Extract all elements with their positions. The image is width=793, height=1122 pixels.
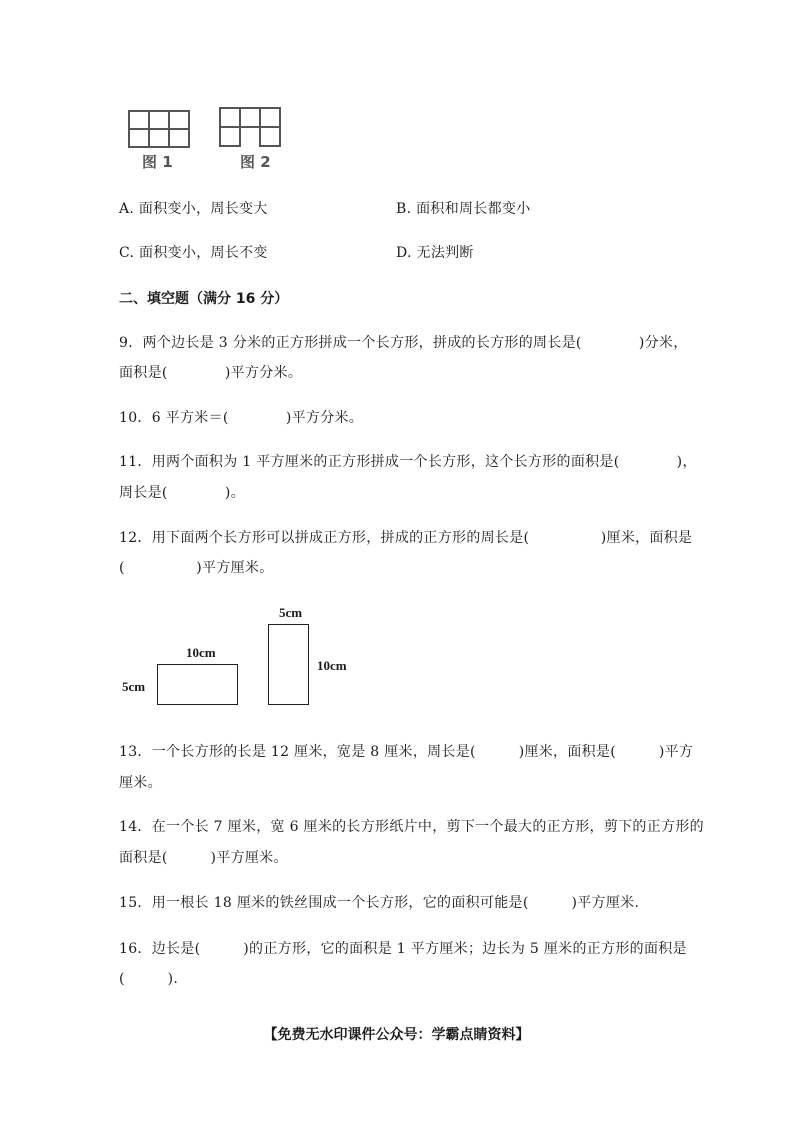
figure-1 <box>128 110 190 148</box>
figure-2-grid <box>219 107 281 147</box>
footer-note: 【免费无水印课件公众号：学霸点睛资料】 <box>263 1027 530 1043</box>
rect-2-width-label: 5cm <box>279 605 303 620</box>
figure-2 <box>219 107 281 147</box>
section-title: 二、填空题（满分 16 分） <box>119 291 289 307</box>
option-a: A. 面积变小，周长变大 <box>119 201 268 217</box>
rectangle-2 <box>268 624 309 705</box>
rect-1-width-label: 10cm <box>186 645 216 660</box>
question-16-line-1: 16．边长是( )的正方形，它的面积是 1 平方厘米；边长为 5 厘米的正方形的面积是 <box>119 941 687 957</box>
question-13-line-2: 厘米。 <box>119 775 162 791</box>
question-11-line-2: 周长是( )。 <box>119 485 245 501</box>
question-13-line-1: 13．一个长方形的长是 12 厘米，宽是 8 厘米，周长是( )厘米，面积是( )平方 <box>119 744 694 760</box>
question-14-line-2: 面积是( )平方厘米。 <box>119 850 288 866</box>
figure-2-caption: 图 2 <box>240 153 271 171</box>
question-10-line-1: 10．6 平方米＝( )平方分米。 <box>119 410 364 426</box>
question-12-line-1: 12．用下面两个长方形可以拼成正方形，拼成的正方形的周长是( )厘米，面积是 <box>119 530 693 546</box>
question-9-line-2: 面积是( )平方分米。 <box>119 365 303 381</box>
rect-2-height-label: 10cm <box>317 658 347 673</box>
question-11-line-1: 11．用两个面积为 1 平方厘米的正方形拼成一个长方形，这个长方形的面积是( )， <box>119 454 697 470</box>
question-12-line-2: ( )平方厘米。 <box>119 560 274 576</box>
option-b: B. 面积和周长都变小 <box>396 201 531 217</box>
option-c: C. 面积变小，周长不变 <box>119 245 268 261</box>
figure-1-caption: 图 1 <box>142 153 173 171</box>
question-14-line-1: 14．在一个长 7 厘米，宽 6 厘米的长方形纸片中，剪下一个最大的正方形，剪下的正方形的 <box>119 819 704 835</box>
question-9-line-1: 9．两个边长是 3 分米的正方形拼成一个长方形，拼成的长方形的周长是( )分米， <box>119 335 688 351</box>
question-15-line-1: 15．用一根长 18 厘米的铁丝围成一个长方形，它的面积可能是( )平方厘米. <box>119 895 640 911</box>
option-d: D. 无法判断 <box>396 245 474 261</box>
figure-1-grid <box>128 110 190 148</box>
rect-1-height-label: 5cm <box>122 679 146 694</box>
question-16-line-2: ( ). <box>119 971 179 987</box>
rectangle-1 <box>157 664 238 705</box>
